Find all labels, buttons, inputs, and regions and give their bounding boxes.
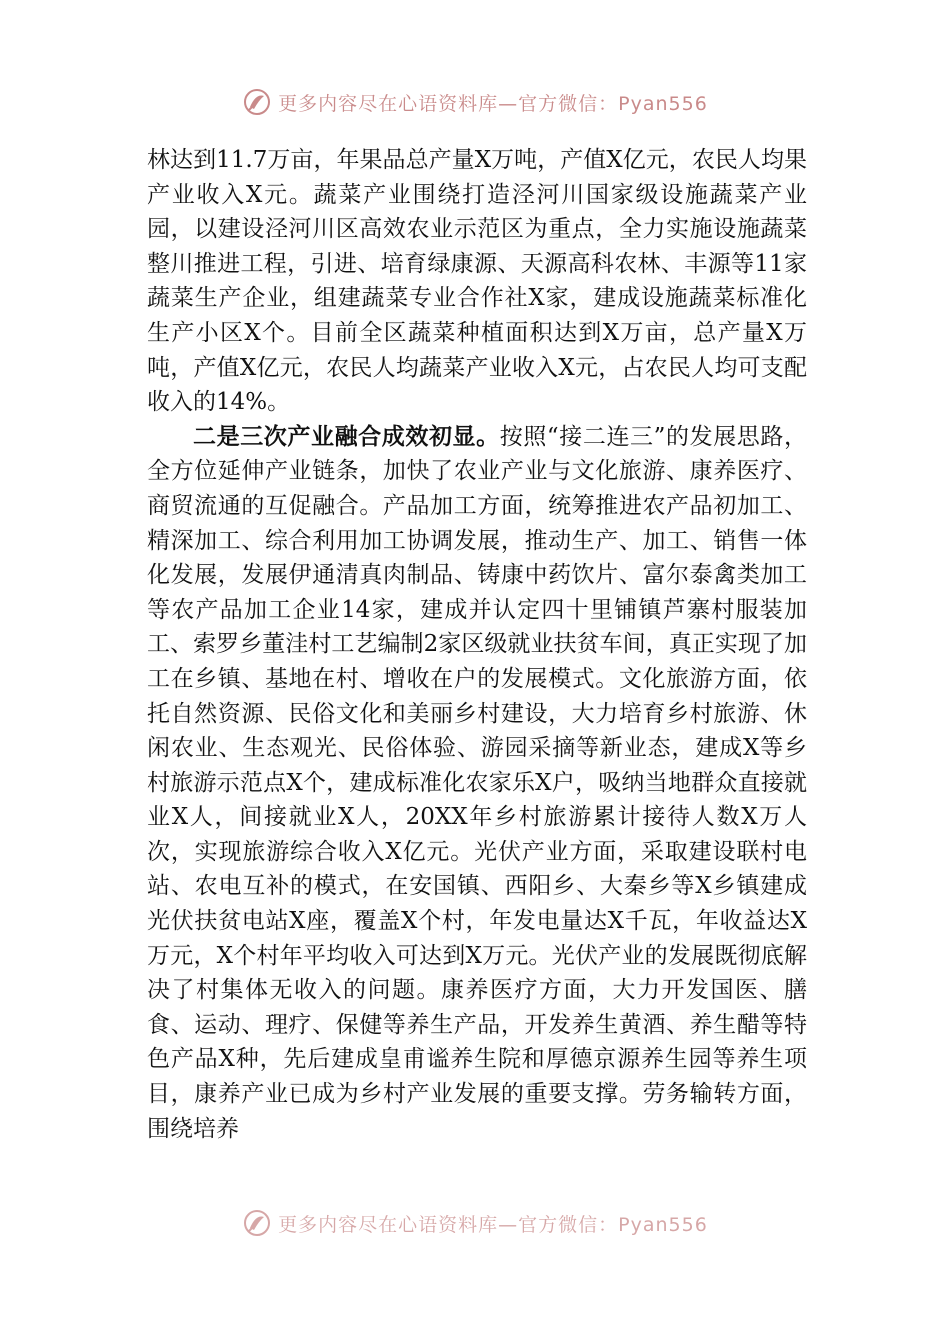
watermark-text: 更多内容尽在心语资料库—官方微信：Pyan556 [278,92,708,115]
paragraph-2 [147,420,807,1146]
paragraph-text: 按照“接二连三”的发展思路，全方位延伸产业链条，加快了农业产业与文化旅游、康养医疗、商贸流通的互促融合。产品加工方面，统筹推进农产品初加工、精深加工、综合利用加工协调发展，推动生产、加工、销售一体化发展，发展伊通清真肉制品、铸康中药饮片、富尔泰禽类加工等农产品加工企业14家，建成并认定四十里铺镇芦寨村服装加工、索罗乡董洼村工艺编制2家区级就业扶贫车间，真正实现了加工在乡镇、基地在村、增收在户的发展模式。文化旅游方面，依托自然资源、民俗文化和美丽乡村建设，大力培育乡村旅游、休闲农业、生态观光、民俗体验、游园采摘等新业态，建成X等乡村旅游示范点X个，建成标准化农家乐X户，吸纳当地群众直接就业X人，间接就业X人，20XX年乡村旅游累计接待人数X万人次，实现旅游综合收入X亿元。光伏产业方面，采取建设联村电站、农电互补的模式，在安国镇、西阳乡、大秦乡等X乡镇建成光伏扶贫电站X座，覆盖X个村，年发电量达X千瓦，年收益达X万元，X个村年平均收入可达到X万元。光伏产业的发展既彻底解决了村集体无收入的问题。康养医疗方面，大力开发国医、膳食、运动、理疗、保健等养生产品，开发养生黄酒、养生醋等特色产品X种，先后建成皇甫谧养生院和厚德京源养生园等养生项目，康养产业已成为乡村产业发展的重要支撑。劳务输转方面，围绕培养 [147,423,807,1142]
paragraph-lead-heading: 二是三次产业融合成效初显。 [193,422,500,450]
watermark-footer [0,1206,950,1240]
brush-logo-icon [242,1208,272,1238]
brush-logo-icon [242,87,272,117]
watermark-text: 更多内容尽在心语资料库—官方微信：Pyan556 [278,1213,708,1236]
document-body [147,143,807,1146]
paragraph-text: 林达到11.7万亩，年果品总产量X万吨，产值X亿元，农民人均果产业收入X元。蔬菜产业围绕打造泾河川国家级设施蔬菜产业园，以建设泾河川区高效农业示范区为重点，全力实施设施蔬菜整川推进工程，引进、培育绿康源、天源高科农林、丰源等11家蔬菜生产企业，组建蔬菜专业合作社X家，建成设施蔬菜标准化生产小区X个。目前全区蔬菜种植面积达到X万亩，总产量X万吨，产值X亿元，农民人均蔬菜产业收入X元，占农民人均可支配收入的14%。 [147,147,807,416]
watermark-header [0,85,950,119]
paragraph-1 [147,143,807,420]
